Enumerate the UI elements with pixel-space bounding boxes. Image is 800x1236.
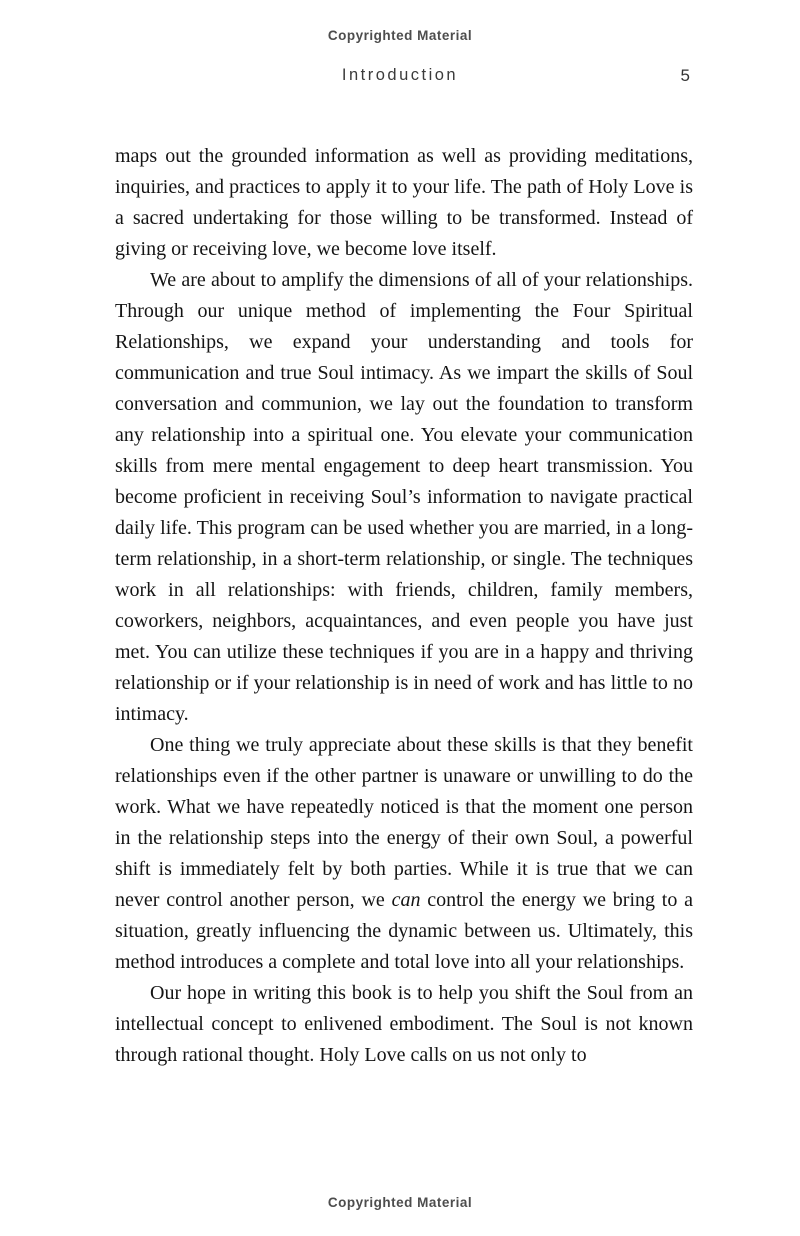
chapter-title: Introduction xyxy=(341,66,459,84)
paragraph xyxy=(115,978,693,1071)
paragraph xyxy=(115,265,693,730)
text-run: Our hope in writing this book is to help you shift the Soul from an intellectual concept to enlivened embodiment. The Soul is not known through rational thought. Holy Love calls on us not only to xyxy=(115,982,693,1066)
text-run: We are about to amplify the dimensions of all of your relationships. Through our unique method of implementing the Four Spiritual Relationships, we expand your understanding and tools for communication and true Soul intimacy. As we impart the skills of Soul conversation and communion, we lay out the foundation to transform any relationship into a spiritual one. You elevate your communication skills from mere mental engagement to deep heart transmission. You become proficient in receiving Soul’s information to navigate practical daily life. This program can be used whether you are married, in a long-term relationship, in a short-term relationship, or single. The techniques work in all relationships: with friends, children, family members, coworkers, neighbors, acquaintances, and even people you have just met. You can utilize these techniques if you are in a happy and thriving relationship or if your relationship is in need of work and has little to no intimacy. xyxy=(115,269,693,725)
paragraph xyxy=(115,141,693,265)
copyright-notice-top: Copyrighted Material xyxy=(327,28,473,43)
page-header xyxy=(0,66,800,85)
paragraph xyxy=(115,730,693,978)
text-run: control the energy we bring to a situation, greatly influencing the dynamic between us. Ultimately, this method introduces a complete and total love into all your relationships. xyxy=(115,889,693,973)
italic-text-run: can xyxy=(391,889,421,911)
page-number: 5 xyxy=(680,66,690,85)
text-run: maps out the grounded information as well as providing meditations, inquiries, and practices to apply it to your life. The path of Holy Love is a sacred undertaking for those willing to be transformed. Instead of giving or receiving love, we become love itself. xyxy=(115,145,693,260)
copyright-notice-bottom: Copyrighted Material xyxy=(327,1195,473,1210)
text-run: One thing we truly appreciate about these skills is that they benefit relationships even if the other partner is unaware or unwilling to do the work. What we have repeatedly noticed is that the moment one person in the relationship steps into the energy of their own Soul, a powerful shift is immediately felt by both parties. While it is true that we can never control another person, we xyxy=(115,734,693,911)
body-text xyxy=(115,141,693,1071)
